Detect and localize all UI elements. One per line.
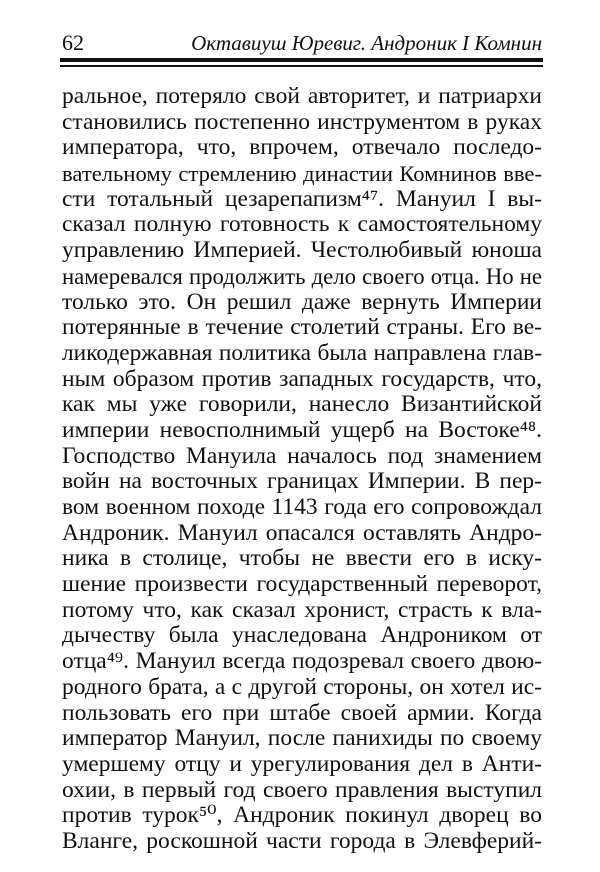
text-line: дычеству была унаследована Андроником от (62, 622, 542, 649)
text-line: только это. Он решил даже вернуть Империи (62, 288, 542, 315)
text-line: императора, что, впрочем, отвечало последо- (62, 134, 542, 161)
text-line: Господство Мануила началось под знамением (62, 442, 542, 469)
text-line: шение произвести государственный переворот, (62, 571, 542, 598)
header-rule-thin (60, 65, 543, 67)
text-line: потому что, как сказал хронист, страсть к вла- (62, 596, 542, 623)
text-line: сказал полную готовность к самостоятельному (62, 211, 542, 238)
text-line: ликодержавная политика была направлена глав- (62, 339, 542, 366)
text-line: вательному стремлению династии Комнинов вве- (62, 161, 542, 187)
text-line: вом военном походе 1143 года его сопровождал (62, 494, 542, 520)
text-line: сти тотальный цезарепапизм⁴⁷. Мануил I вы- (62, 185, 542, 212)
text-line: ника в столице, чтобы не ввести его в иску- (62, 545, 542, 572)
text-line: Вланге, роскошной части города в Элевферий- (62, 827, 542, 854)
page-header (62, 30, 542, 58)
text-line: охии, в первый год своего правления выступил (62, 776, 542, 803)
text-line: родного брата, а с другой стороны, он хотел ис- (62, 673, 542, 700)
body-text (62, 84, 542, 855)
text-line: Андроник. Мануил опасался оставлять Андро- (62, 519, 542, 546)
header-rule-thick (60, 58, 543, 62)
text-line: управлению Империей. Честолюбивый юноша (62, 237, 542, 264)
text-line: отца⁴⁹. Мануил всегда подозревал своего двою- (62, 648, 542, 675)
text-line: империи невосполнимый ущерб на Востоке⁴⁸. (62, 416, 542, 443)
text-line: умершему отцу и урегулирования дел в Анти- (62, 750, 542, 777)
text-line: потерянные в течение столетий страны. Его ве- (62, 314, 542, 341)
text-line: ральное, потеряло свой авторитет, и патриархи (62, 83, 542, 109)
text-line: войн на восточных границах Империи. В пер- (62, 468, 542, 495)
text-line: ным образом против западных государств, что, (62, 365, 542, 392)
text-line: император Мануил, после панихиды по своему (62, 725, 542, 752)
text-line: против турок⁵⁰, Андроник покинул дворец во (62, 802, 542, 829)
text-line: становились постепенно инструментом в руках (62, 108, 542, 135)
text-line: пользовать его при штабе своей армии. Когда (62, 699, 542, 726)
page-number: 62 (62, 30, 84, 55)
text-line: намеревался продолжить дело своего отца. Но не (62, 263, 542, 289)
text-line: как мы уже говорили, нанесло Византийской (62, 391, 542, 418)
running-title: Октавиуш Юревиг. Андроник I Комнин (191, 31, 542, 55)
